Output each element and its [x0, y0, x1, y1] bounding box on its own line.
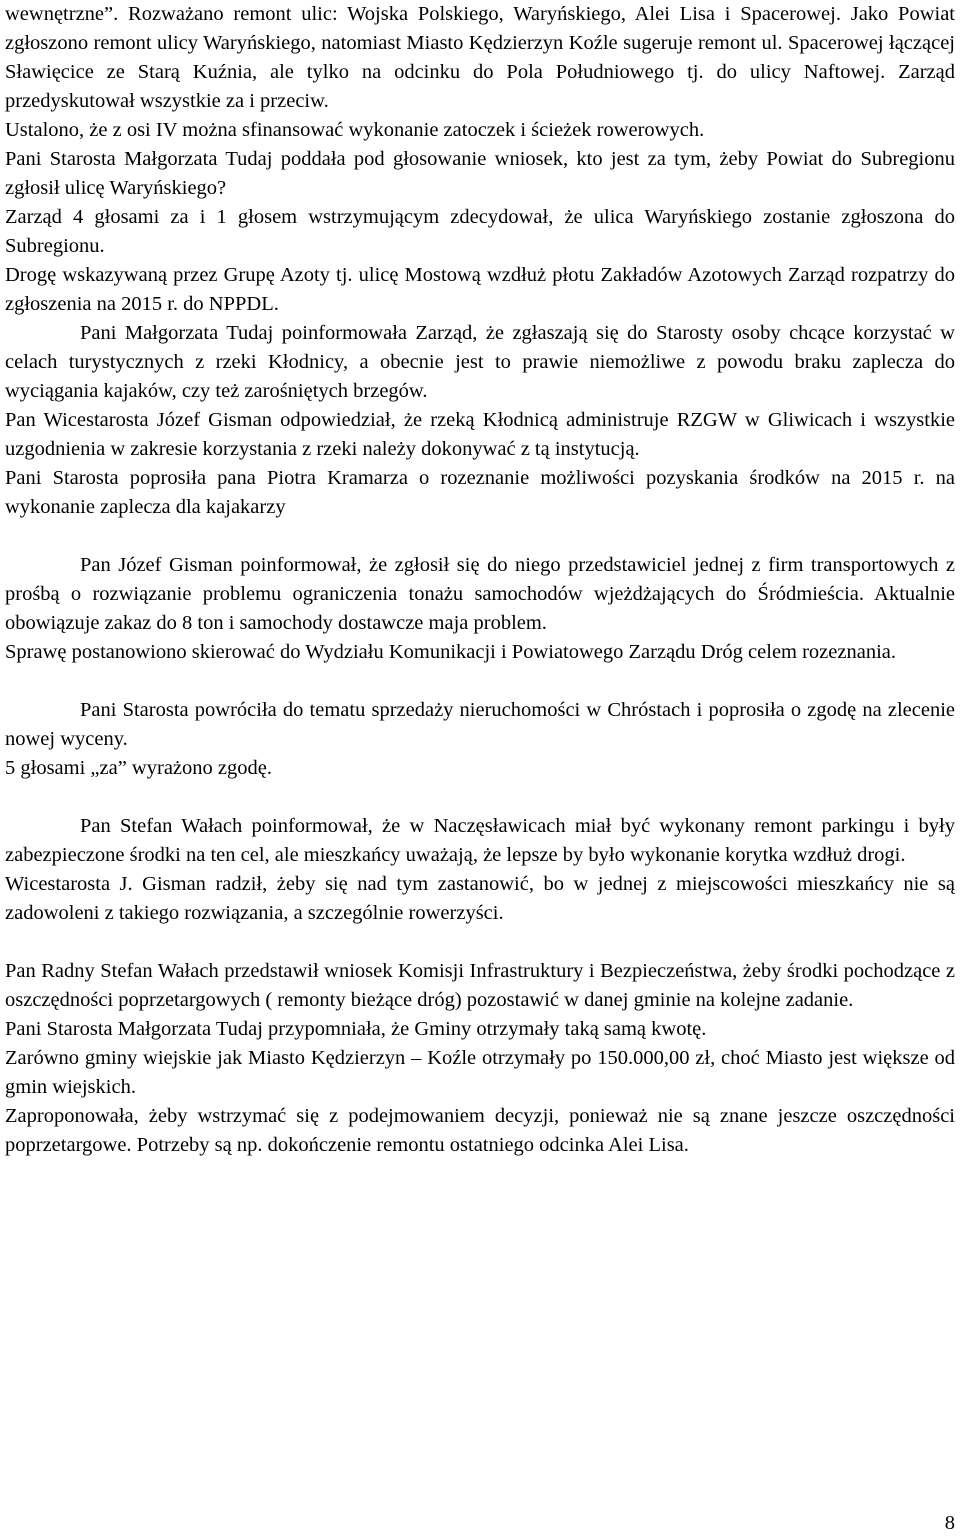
- paragraph: Pan Stefan Wałach poinformował, że w Naczęsławicach miał być wykonany remont parkingu i były zabezpieczone środki na ten cel, ale mieszkańcy uważają, że lepsze by było wykonanie korytka wzdłuż drogi.: [5, 815, 955, 866]
- paragraph: Zarząd 4 głosami za i 1 głosem wstrzymującym zdecydował, że ulica Waryńskiego zostanie zgłoszona do Subregionu.: [5, 206, 955, 257]
- paragraph: Wicestarosta J. Gisman radził, żeby się nad tym zastanowić, bo w jednej z miejscowości mieszkańcy nie są zadowoleni z takiego rozwiązania, a szczególnie rowerzyści.: [5, 873, 955, 924]
- document-body: [5, 0, 955, 1160]
- paragraph: Pani Małgorzata Tudaj poinformowała Zarząd, że zgłaszają się do Starosty osoby chcące korzystać w celach turystycznych z rzeki Kłodnicy, a obecnie jest to prawie niemożliwe z powodu braku zaplecza do wyciągania kajaków, czy też zarośniętych brzegów.: [5, 322, 955, 402]
- paragraph: Sprawę postanowiono skierować do Wydziału Komunikacji i Powiatowego Zarządu Dróg celem rozeznania.: [5, 641, 896, 663]
- paragraph: Drogę wskazywaną przez Grupę Azoty tj. ulicę Mostową wzdłuż płotu Zakładów Azotowych Zarząd rozpatrzy do zgłoszenia na 2015 r. do NPPDL.: [5, 264, 955, 315]
- paragraph: Ustalono, że z osi IV można sfinansować wykonanie zatoczek i ścieżek rowerowych.: [5, 119, 705, 141]
- paragraph: Pan Wicestarosta Józef Gisman odpowiedział, że rzeką Kłodnicą administruje RZGW w Gliwicach i wszystkie uzgodnienia w zakresie korzystania z rzeki należy dokonywać z tą instytucją.: [5, 409, 955, 460]
- paragraph: 5 głosami „za” wyrażono zgodę.: [5, 757, 272, 779]
- paragraph: wewnętrzne”. Rozważano remont ulic: Wojska Polskiego, Waryńskiego, Alei Lisa i Spacerowej. Jako Powiat zgłoszono remont ulicy Waryńskiego, natomiast Miasto Kędzierzyn Koźle sugeruje remont ul. Spacerowej łączącej Sławięcice ze Starą Kuźnia, ale tylko na odcinku do Pola Południowego tj. do ulicy Naftowej. Zarząd przedyskutował wszystkie za i przeciw.: [5, 3, 955, 112]
- paragraph: Pani Starosta Małgorzata Tudaj przypomniała, że Gminy otrzymały taką samą kwotę.: [5, 1018, 707, 1040]
- paragraph: Pani Starosta poprosiła pana Piotra Kramarza o rozeznanie możliwości pozyskania środków na 2015 r. na wykonanie zaplecza dla kajakarzy: [5, 467, 955, 518]
- page-number: 8: [944, 1512, 955, 1534]
- paragraph-gap: [5, 667, 955, 696]
- paragraph: Pan Radny Stefan Wałach przedstawił wniosek Komisji Infrastruktury i Bezpieczeństwa, żeby środki pochodzące z oszczędności poprzetargowych ( remonty bieżące dróg) pozostawić w danej gminie na kolejne zadanie.: [5, 960, 955, 1011]
- paragraph: Pani Starosta powróciła do tematu sprzedaży nieruchomości w Chróstach i poprosiła o zgodę na zlecenie nowej wyceny.: [5, 699, 955, 750]
- paragraph-gap: [5, 522, 955, 551]
- paragraph-gap: [5, 783, 955, 812]
- paragraph: Pani Starosta Małgorzata Tudaj poddała pod głosowanie wniosek, kto jest za tym, żeby Powiat do Subregionu zgłosił ulicę Waryńskiego?: [5, 148, 955, 199]
- paragraph: Zarówno gminy wiejskie jak Miasto Kędzierzyn – Koźle otrzymały po 150.000,00 zł, choć Miasto jest większe od gmin wiejskich.: [5, 1047, 955, 1098]
- paragraph-gap: [5, 928, 955, 957]
- paragraph: Zaproponowała, żeby wstrzymać się z podejmowaniem decyzji, ponieważ nie są znane jeszcze oszczędności poprzetargowe. Potrzeby są np. dokończenie remontu ostatniego odcinka Alei Lisa.: [5, 1105, 955, 1156]
- paragraph: Pan Józef Gisman poinformował, że zgłosił się do niego przedstawiciel jednej z firm transportowych z prośbą o rozwiązanie problemu ograniczenia tonażu samochodów wjeżdżających do Śródmieścia. Aktualnie obowiązuje zakaz do 8 ton i samochody dostawcze maja problem.: [5, 554, 955, 634]
